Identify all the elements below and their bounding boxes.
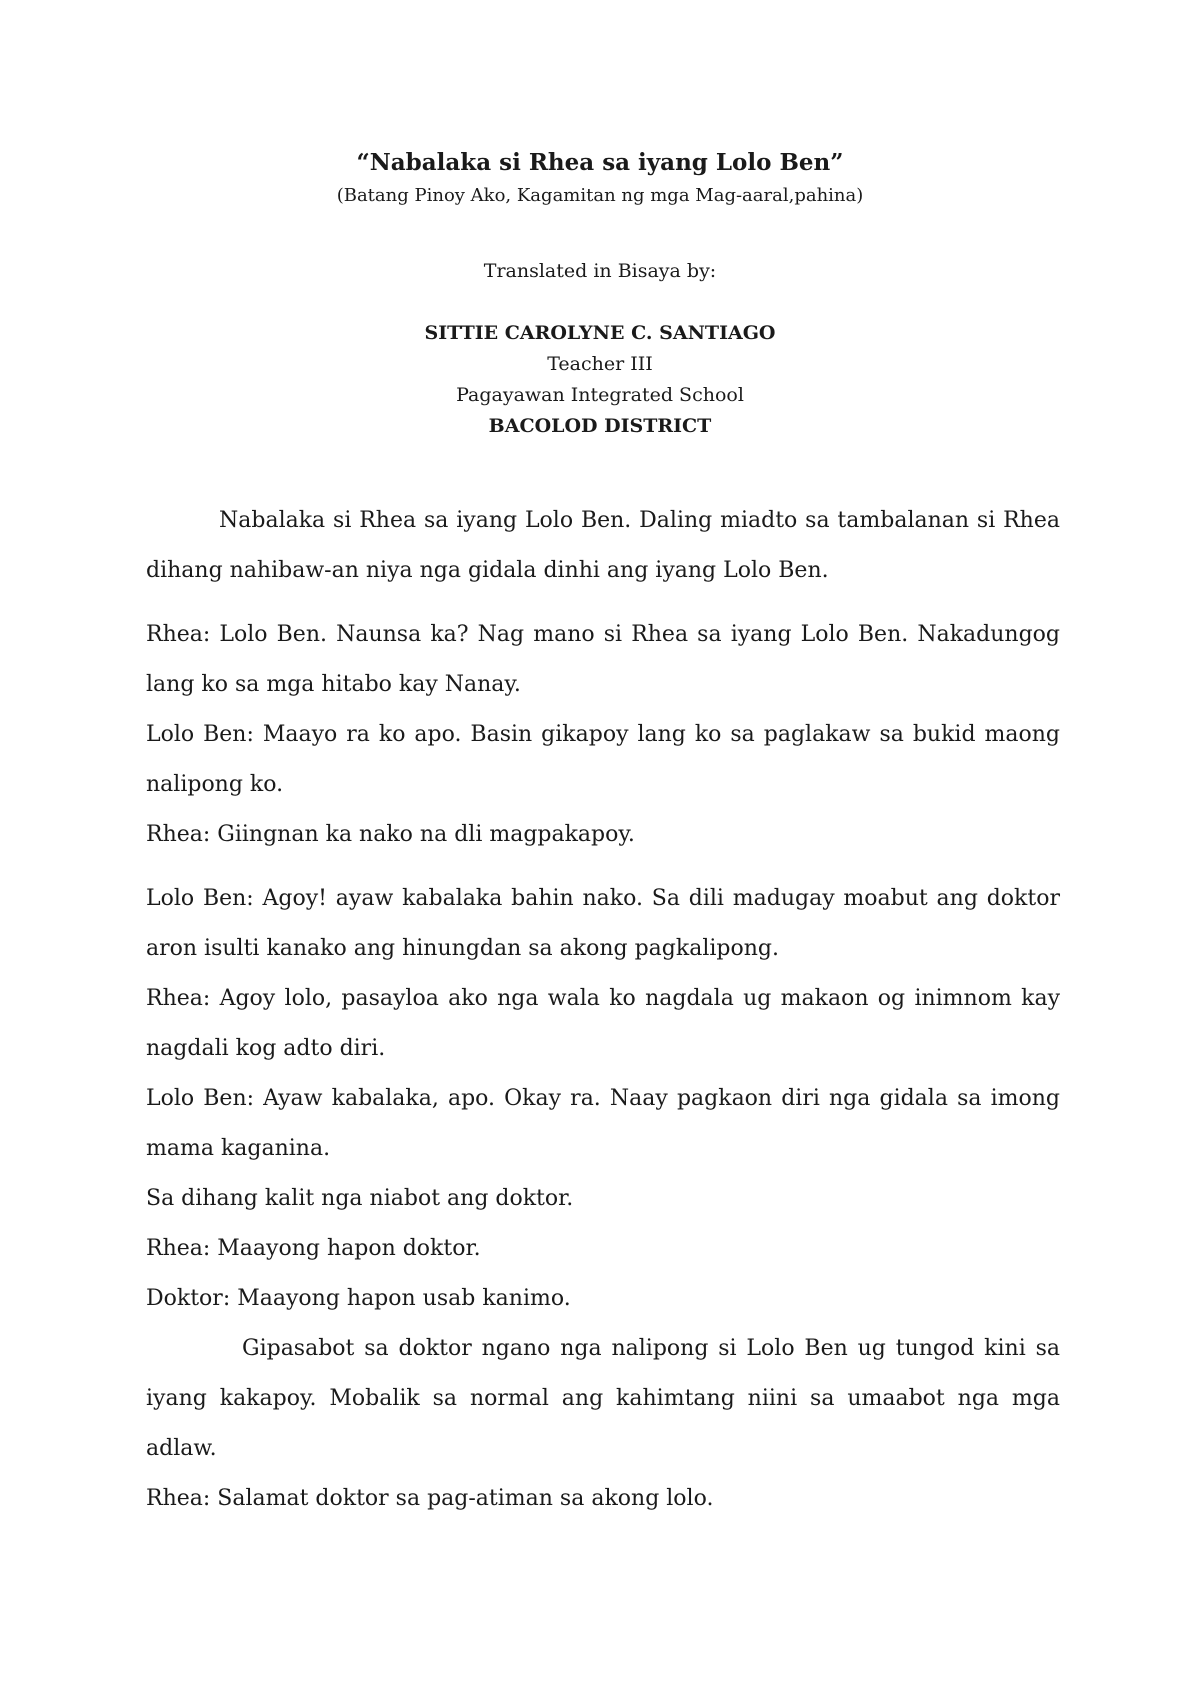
paragraph: Rhea: Lolo Ben. Naunsa ka? Nag mano si Rhea sa iyang Lolo Ben. Nakadungog lang ko sa mga hitabo kay Nanay. (146, 622, 1060, 697)
paragraph: Nabalaka si Rhea sa iyang Lolo Ben. Daling miadto sa tambalanan si Rhea dihang nahibaw-an niya nga gidala dinhi ang iyang Lolo Ben. (146, 508, 1060, 583)
translated-by-label: Translated in Bisaya by: (483, 260, 717, 282)
paragraph: Sa dihang kalit nga niabot ang doktor. (146, 1186, 574, 1211)
paragraph: Doktor: Maayong hapon usab kanimo. (146, 1286, 571, 1311)
story-body (146, 496, 1060, 1524)
paragraph: Gipasabot sa doktor ngano nga nalipong si Lolo Ben ug tungod kini sa iyang kakapoy. Mobalik sa normal ang kahimtang niini sa umaabot nga mga adlaw. (146, 1336, 1060, 1461)
translator-info (0, 318, 1200, 442)
translator-position: Teacher III (547, 353, 653, 375)
document-title: “Nabalaka si Rhea sa iyang Lolo Ben” (356, 149, 844, 176)
paragraph: Lolo Ben: Ayaw kabalaka, apo. Okay ra. Naay pagkaon diri nga gidala sa imong mama kaganina. (146, 1086, 1060, 1161)
translator-district: BACOLOD DISTRICT (488, 415, 712, 437)
paragraph: Rhea: Agoy lolo, pasayloa ako nga wala ko nagdala ug makaon og inimnom kay nagdali kog adto diri. (146, 986, 1060, 1061)
paragraph: Lolo Ben: Agoy! ayaw kabalaka bahin nako. Sa dili madugay moabut ang doktor aron isulti kanako ang hinungdan sa akong pagkalipong. (146, 886, 1060, 961)
translator-school: Pagayawan Integrated School (456, 384, 744, 406)
paragraph: Rhea: Salamat doktor sa pag-atiman sa akong lolo. (146, 1486, 714, 1511)
paragraph: Rhea: Giingnan ka nako na dli magpakapoy. (146, 822, 635, 847)
paragraph: Lolo Ben: Maayo ra ko apo. Basin gikapoy lang ko sa paglakaw sa bukid maong nalipong ko. (146, 722, 1060, 797)
source-citation: (Batang Pinoy Ako, Kagamitan ng mga Mag-aaral,pahina) (336, 185, 864, 206)
paragraph: Rhea: Maayong hapon doktor. (146, 1236, 481, 1261)
translator-name: SITTIE CAROLYNE C. SANTIAGO (424, 322, 776, 344)
